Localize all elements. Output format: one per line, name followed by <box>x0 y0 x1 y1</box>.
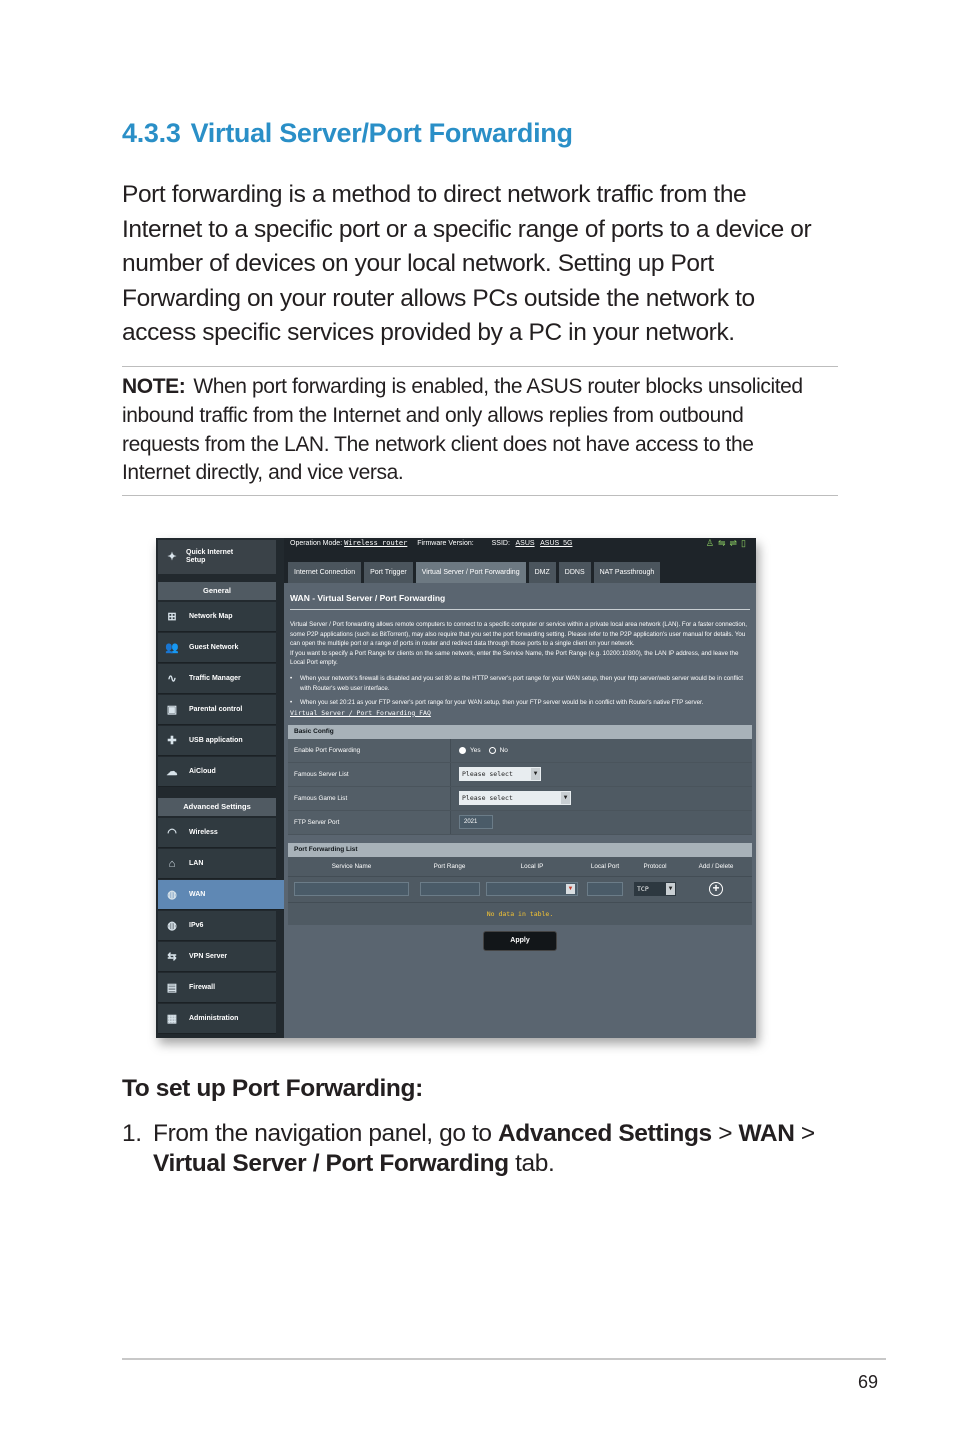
router-topbar: Operation Mode: Wireless router Firmware Version: SSID: ASUS ASUS_5G ♙⇋⇌▯ <box>284 538 756 556</box>
network-map-icon: ⊞ <box>167 611 177 623</box>
enable-no-radio[interactable] <box>489 747 496 754</box>
step-1 <box>122 1119 842 1179</box>
wan-page-title: WAN - Virtual Server / Port Forwarding <box>290 593 750 610</box>
section-title <box>122 118 573 149</box>
ftp-port-row: FTP Server Port 2021 <box>288 811 752 835</box>
chevron-down-icon: ▼ <box>666 883 675 895</box>
famous-game-row: Famous Game List Please select ▼ <box>288 787 752 811</box>
traffic-chart-icon: ∿ <box>167 673 177 685</box>
section-number: 4.3.3 <box>122 118 181 148</box>
nav-parental-control[interactable]: ▣ Parental control <box>158 695 276 725</box>
ssid-24g-link[interactable]: ASUS <box>515 540 535 547</box>
general-header: General <box>158 582 276 600</box>
famous-game-select[interactable]: Please select ▼ <box>459 791 571 805</box>
lan-house-icon: ⌂ <box>168 857 176 870</box>
router-screenshot <box>156 538 756 1038</box>
nav-firewall[interactable]: ▤ Firewall <box>158 973 276 1003</box>
firewall-icon: ▤ <box>166 982 178 994</box>
quick-internet-setup[interactable] <box>158 540 276 574</box>
tab-dmz[interactable]: DMZ <box>529 562 556 583</box>
pf-column-headers: Service Name Port Range Local IP Local Port Protocol Add / Delete <box>288 857 752 877</box>
section-heading: Virtual Server/Port Forwarding <box>190 118 573 148</box>
note-label: NOTE: <box>122 375 186 398</box>
magic-wand-icon: ✦ <box>167 551 177 563</box>
step-text: From the navigation panel, go to Advanced Settings > WAN > Virtual Server / Port Forwarding tab. <box>153 1120 815 1177</box>
faq-link[interactable]: Virtual Server / Port Forwarding FAQ <box>290 708 431 717</box>
local-ip-input[interactable] <box>486 882 578 896</box>
wifi-icon: ◠ <box>167 827 177 839</box>
status-icons: ♙⇋⇌▯ <box>705 538 750 548</box>
nav-lan[interactable]: ⌂ LAN <box>158 849 276 879</box>
vpn-icon: ⇆ <box>167 951 177 963</box>
puzzle-icon: ✚ <box>167 735 177 747</box>
globe-icon: ◍ <box>167 889 177 901</box>
note-bottom-divider <box>122 495 838 496</box>
nav-wan[interactable]: ◍ WAN <box>158 880 284 910</box>
enable-port-forwarding-row: Enable Port Forwarding Yes No <box>288 739 752 763</box>
pf-list-header: Port Forwarding List <box>288 843 752 857</box>
router-tabs <box>284 556 756 583</box>
router-content <box>284 583 756 1038</box>
setup-heading: To set up Port Forwarding: <box>122 1075 423 1102</box>
warning-bullets <box>290 674 750 708</box>
step-number: 1. <box>122 1120 142 1147</box>
enable-yes-radio[interactable] <box>459 747 466 754</box>
pf-input-row <box>288 877 752 903</box>
nav-network-map[interactable]: ⊞ Network Map <box>158 602 276 632</box>
service-name-input[interactable] <box>294 882 409 896</box>
protocol-select[interactable]: TCP ▼ <box>634 882 676 896</box>
tab-nat-passthrough[interactable]: NAT Passthrough <box>594 562 661 583</box>
local-port-input[interactable] <box>587 882 623 896</box>
intro-paragraph: Port forwarding is a method to direct network traffic from the Internet to a specific port or a specific range of ports to a device or number of devices on your local network. Setting up Port Forwarding on your router allows PCs outside the network to access specific services provided by a PC in your network. <box>122 181 812 347</box>
nav-usb-application[interactable]: ✚ USB application <box>158 726 276 756</box>
nav-aicloud[interactable]: ☁ AiCloud <box>158 757 276 787</box>
dropdown-arrow-icon: ▼ <box>567 886 574 893</box>
note-top-divider <box>122 366 838 367</box>
cloud-icon: ☁ <box>166 766 178 778</box>
nav-vpn-server[interactable]: ⇆ VPN Server <box>158 942 276 972</box>
tab-ddns[interactable]: DDNS <box>559 562 591 583</box>
nav-administration[interactable]: ▦ Administration <box>158 1004 276 1034</box>
operation-mode-link[interactable]: Wireless router <box>344 539 408 547</box>
nav-ipv6[interactable]: ◍ IPv6 <box>158 911 276 941</box>
vs-description-range: If you want to specify a Port Range for clients on the same network, enter the Service Name, the Port Range (e.g. 10200:10300), the LAN IP address, and leave the Local Port empty. <box>290 649 739 667</box>
guest-users-icon: 👥 <box>165 642 179 654</box>
ftp-port-input[interactable]: 2021 <box>459 815 493 829</box>
nav-guest-network[interactable]: 👥 Guest Network <box>158 633 276 663</box>
router-sidebar <box>156 538 284 1038</box>
advanced-settings-header: Advanced Settings <box>158 798 276 816</box>
nav-wireless[interactable]: ◠ Wireless <box>158 818 276 848</box>
chevron-down-icon: ▼ <box>561 792 570 804</box>
note-block <box>122 373 822 488</box>
bullet-http: • When your network's firewall is disabled and you set 80 as the HTTP server's port range for your WAN setup, then your http server/web server would be in conflict with Router's web user interface. <box>290 674 750 693</box>
famous-server-select[interactable]: Please select ▼ <box>459 767 541 781</box>
tab-internet-connection[interactable]: Internet Connection <box>288 562 361 583</box>
famous-server-row: Famous Server List Please select ▼ <box>288 763 752 787</box>
apply-button[interactable]: Apply <box>483 931 557 951</box>
footer-divider <box>122 1358 886 1360</box>
port-range-input[interactable] <box>420 882 480 896</box>
page-number: 69 <box>858 1372 879 1392</box>
admin-icon: ▦ <box>166 1013 178 1025</box>
globe-ipv6-icon: ◍ <box>167 920 177 932</box>
vs-description: Virtual Server / Port forwarding allows remote computers to connect to a specific computer or service within a private local area network (LAN). For a faster connection, some P2P applications (such as BitTorrent), may also require that you set the port forwarding setting. Please refer to the P2P application's user manual for details. You can open the multiple port or a range of ports in router and redirect data through those ports to a single client on your network. <box>290 621 747 648</box>
basic-config-header: Basic Config <box>288 725 752 739</box>
note-text: When port forwarding is enabled, the ASUS router blocks unsolicited inbound traffic from the Internet and only allows replies from outbound requests from the LAN. The network client does not have access to the Internet directly, and vice versa. <box>122 375 803 485</box>
tab-virtual-server[interactable]: Virtual Server / Port Forwarding <box>416 562 526 583</box>
quick-setup-label: Quick Internet Setup <box>186 549 234 564</box>
chevron-down-icon: ▼ <box>531 768 540 780</box>
no-data-message: No data in table. <box>288 903 752 925</box>
add-entry-icon[interactable]: + <box>709 882 723 896</box>
tab-port-trigger[interactable]: Port Trigger <box>364 562 413 583</box>
parental-control-icon: ▣ <box>166 704 178 716</box>
ssid-5g-link[interactable]: ASUS_5G <box>540 540 573 547</box>
bullet-ftp: • When you set 20:21 as your FTP server's port range for your WAN setup, then your FTP server would be in conflict with Router's native FTP server. <box>290 698 750 708</box>
nav-traffic-manager[interactable]: ∿ Traffic Manager <box>158 664 276 694</box>
